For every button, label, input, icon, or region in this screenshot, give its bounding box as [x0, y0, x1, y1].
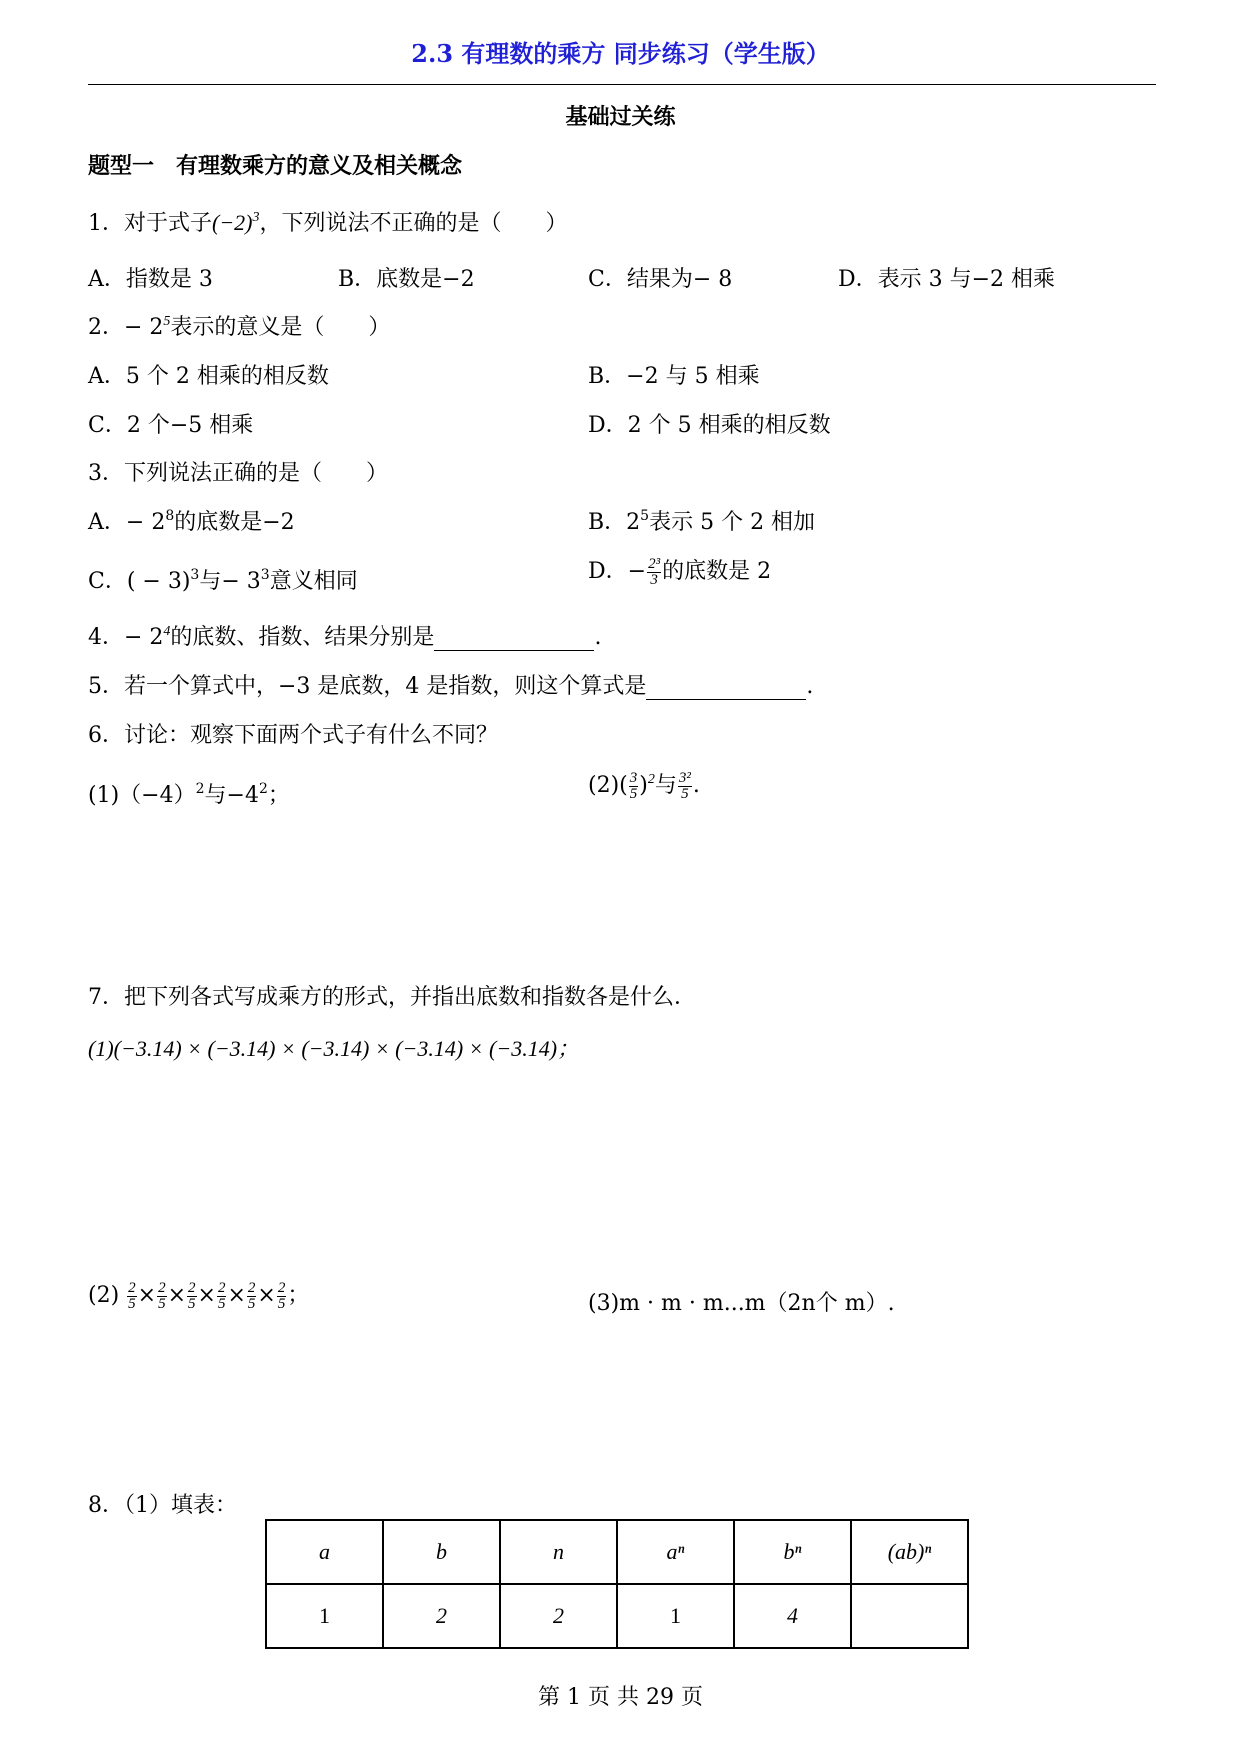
table-cell: 2 [383, 1584, 500, 1648]
question-1-stem: 1．对于式子$(-2)^3$，下列说法不正确的是（ ） [88, 210, 568, 236]
question-3-option-d: D．− $\frac{\text{2³}}{3}$ 的底数是 2 [588, 555, 772, 588]
question-1-option-a: A．指数是 3 [88, 267, 213, 292]
table-header-cell: (ab)ⁿ [851, 1520, 968, 1584]
question-2-option-a: A．5 个 2 相乘的相反数 [88, 364, 329, 389]
table-header-cell: n [500, 1520, 617, 1584]
answer-blank[interactable] [434, 628, 594, 651]
question-6-part-2: (2)( $\frac{3}{5}$ )$^2$与 $\frac{\text{3²}}{5}$ . [588, 769, 700, 802]
question-1-option-b: B．底数是−2 [338, 267, 475, 292]
table-cell-blank[interactable] [851, 1584, 968, 1648]
question-2-option-c: C．2 个−5 相乘 [88, 413, 254, 438]
fraction: $\frac{2}{5}$ [188, 1279, 196, 1312]
fraction: $\frac{2}{5}$ [277, 1279, 286, 1312]
question-8-stem: 8．（1）填表： [88, 1493, 237, 1518]
fraction: $\frac{\text{3²}}{5}$ [678, 769, 691, 802]
table-cell: 1 [266, 1584, 383, 1648]
question-6-stem: 6．讨论：观察下面两个式子有什么不同？ [88, 723, 498, 748]
fraction: $\frac{2}{5}$ [217, 1279, 226, 1312]
question-3-option-b: B．$2^5$表示 5 个 2 相加 [588, 508, 816, 535]
question-2-option-d: D．2 个 5 相乘的相反数 [588, 413, 831, 438]
table-row [266, 1584, 968, 1648]
document-title: 2.3 有理数的乘方 同步练习（学生版） [411, 39, 830, 68]
question-1-option-c: C．结果为− 8 [588, 267, 733, 292]
question-5-stem: 5．若一个算式中，−3 是底数，4 是指数，则这个算式是 . [88, 674, 814, 699]
table-cell: 4 [734, 1584, 851, 1648]
table-cell: 2 [500, 1584, 617, 1648]
fraction: $\frac{2}{5}$ [128, 1279, 136, 1312]
question-1-option-d: D．表示 3 与−2 相乘 [838, 267, 1056, 292]
question-3-option-a: A．− $2^8$的底数是−2 [88, 508, 295, 535]
question-7-part-3: (3)m · m · m...m（2n个 m）. [588, 1291, 895, 1316]
section-title: 基础过关练 [565, 104, 676, 130]
fill-in-table [265, 1519, 969, 1649]
question-type-title: 题型一 有理数乘方的意义及相关概念 [88, 153, 463, 179]
question-6-part-1: $(1)(-4)^2$与$-4^2$； [88, 781, 290, 808]
table-header-cell: a [266, 1520, 383, 1584]
question-4-stem: 4．− $2^4$的底数、指数、结果分别是 . [88, 624, 602, 650]
table-header-cell: b [383, 1520, 500, 1584]
question-2-option-b: B．−2 与 5 相乘 [588, 364, 760, 389]
fraction: $\frac{\text{2³}}{3}$ [648, 555, 661, 588]
question-2-stem: 2．− $2^5$表示的意义是（ ） [88, 314, 391, 340]
question-7-part-2: (2) $\frac{2}{5}$ × $\frac{2}{5}$ × $\frac{2}{5}$ × $\frac{2}{5}$ × $\frac{2}{5}$ × $\frac{2}{5}$ ； [88, 1279, 310, 1312]
question-7-stem: 7．把下列各式写成乘方的形式，并指出底数和指数各是什么． [88, 985, 696, 1010]
table-cell: 1 [617, 1584, 734, 1648]
fraction: $\frac{2}{5}$ [247, 1279, 256, 1312]
header-divider [88, 84, 1156, 85]
question-3-stem: 3．下列说法正确的是（ ） [88, 461, 388, 486]
table-header-cell: bⁿ [734, 1520, 851, 1584]
fraction: $\frac{3}{5}$ [629, 769, 638, 802]
question-3-option-c: C．( − 3)$^3$与− $3^3$意义相同 [88, 567, 358, 594]
question-7-part-1: (1)(−3.14) × (−3.14) × (−3.14) × (−3.14) × (−3.14)； [88, 1036, 580, 1061]
answer-blank[interactable] [646, 677, 806, 700]
fraction: $\frac{2}{5}$ [158, 1279, 166, 1312]
page-footer: 第 1 页 共 29 页 [538, 1685, 703, 1710]
table-header-row [266, 1520, 968, 1584]
table-header-cell: aⁿ [617, 1520, 734, 1584]
